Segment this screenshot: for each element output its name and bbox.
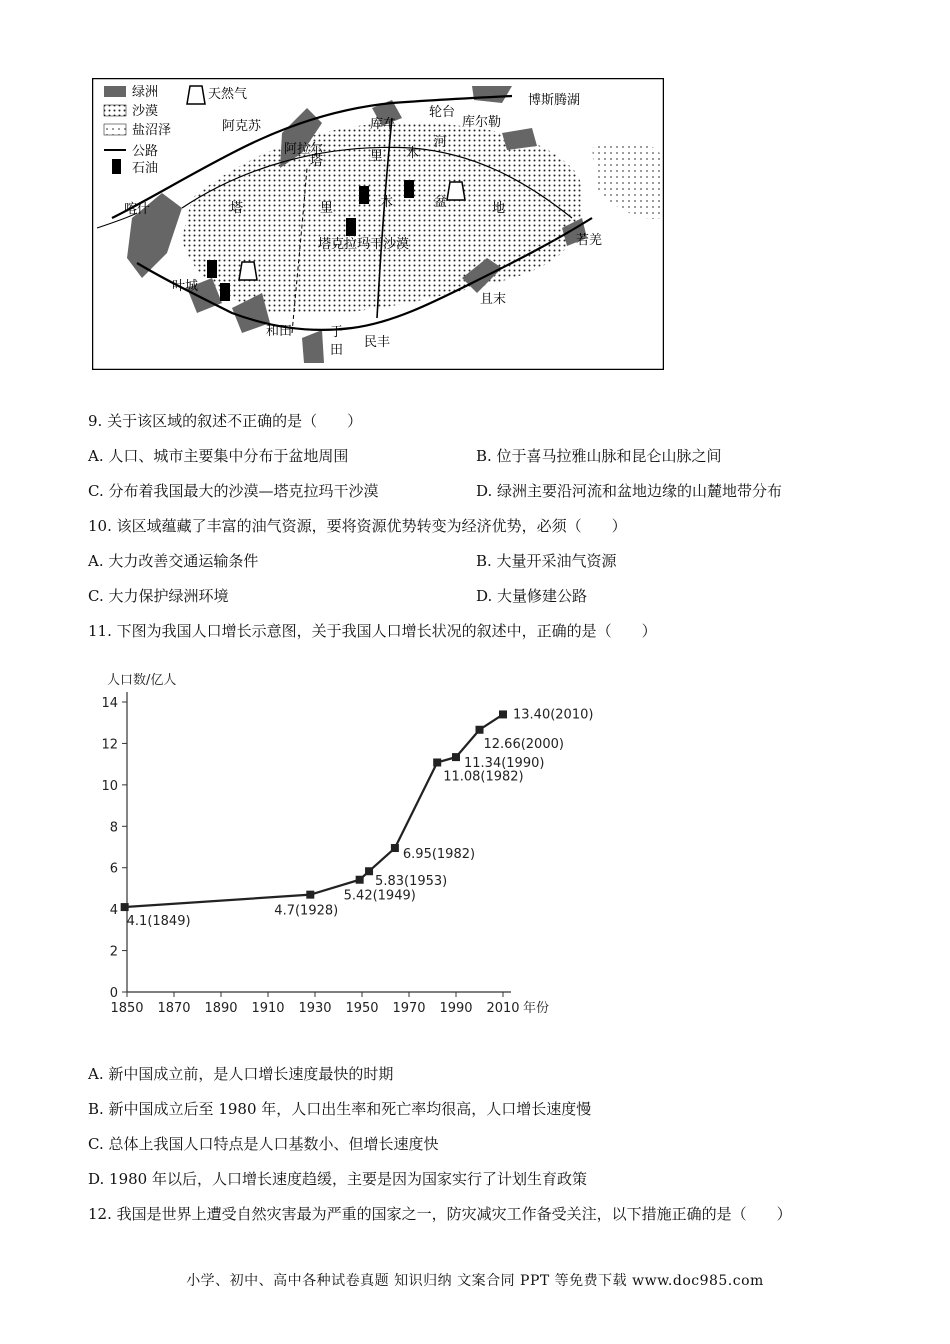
label-kuerle: 库尔勒	[462, 115, 502, 130]
label-minfeng: 民丰	[364, 335, 391, 350]
gas-symbol	[447, 182, 465, 200]
data-point	[476, 726, 484, 734]
label-basin-4: 盆	[434, 195, 448, 210]
data-label: 5.42(1949)	[343, 888, 416, 904]
data-point	[121, 903, 129, 911]
question-10-option-c[interactable]: C. 大力保护绿洲环境	[88, 587, 229, 605]
population-growth-chart	[85, 660, 625, 1030]
oil-symbol	[404, 180, 414, 198]
x-tick-label: 1870	[157, 1001, 191, 1016]
data-label: 11.34(1990)	[464, 756, 545, 772]
label-tarim-river-4: 河	[434, 135, 448, 150]
data-label: 5.83(1953)	[375, 874, 448, 890]
question-10-option-d[interactable]: D. 大量修建公路	[476, 587, 588, 605]
data-label: 12.66(2000)	[483, 736, 564, 752]
y-tick-label: 4	[109, 903, 118, 919]
label-tarim-river-2: 里	[370, 149, 384, 164]
question-10-option-a[interactable]: A. 大力改善交通运输条件	[88, 552, 259, 570]
label-alaer: 阿拉尔	[284, 142, 324, 157]
y-tick-label: 0	[109, 986, 118, 1001]
legend-gas: 天然气	[208, 87, 248, 102]
x-tick-label: 1950	[345, 1001, 379, 1016]
data-point	[306, 891, 314, 899]
gas-symbol	[239, 262, 257, 280]
data-point	[499, 710, 507, 718]
x-tick-label: 1930	[298, 1001, 332, 1016]
data-label: 4.7(1928)	[274, 903, 339, 919]
y-tick-label: 10	[101, 778, 118, 794]
label-tarim-river-3: 木	[406, 146, 420, 161]
label-taklamakan: 塔克拉玛干沙漠	[318, 237, 410, 252]
legend-desert: 沙漠	[132, 104, 159, 119]
label-yutian-2: 田	[330, 343, 344, 358]
question-9-option-b[interactable]: B. 位于喜马拉雅山脉和昆仑山脉之间	[476, 447, 722, 465]
label-tarim-river-1: 塔	[310, 154, 324, 169]
y-axis-title: 人口数/亿人	[107, 673, 177, 688]
oil-symbol	[220, 283, 230, 301]
x-tick-label: 1850	[110, 1001, 144, 1016]
label-ruoqiang: 若羌	[576, 233, 603, 248]
question-10-stem: 10. 该区域蕴藏了丰富的油气资源，要将资源优势转变为经济优势，必须（ ）	[88, 517, 627, 535]
y-tick-label: 8	[109, 820, 118, 836]
data-label: 4.1(1849)	[126, 914, 191, 930]
label-akesu: 阿克苏	[222, 119, 262, 134]
data-label: 6.95(1982)	[402, 847, 476, 863]
oil-symbol	[207, 260, 217, 278]
question-9-option-c[interactable]: C. 分布着我国最大的沙漠—塔克拉玛干沙漠	[88, 482, 379, 500]
label-yutian-1: 于	[330, 325, 344, 340]
question-9-option-a[interactable]: A. 人口、城市主要集中分布于盆地周围	[88, 447, 349, 465]
label-yecheng: 叶城	[172, 279, 199, 294]
data-point	[452, 753, 460, 761]
y-tick-label: 2	[109, 944, 118, 960]
x-tick-label: 1990	[439, 1001, 473, 1016]
label-basin-3: 木	[380, 195, 394, 210]
x-tick-label: 1890	[204, 1001, 238, 1016]
page-footer[interactable]: 小学、初中、高中各种试卷真题 知识归纳 文案合同 PPT 等免费下载 www.doc985.com	[186, 1273, 764, 1289]
x-tick-label: 1910	[251, 1001, 285, 1016]
legend-oasis: 绿洲	[132, 85, 159, 100]
data-point	[433, 758, 441, 766]
label-luntai: 轮台	[429, 105, 456, 120]
y-tick-label: 14	[101, 696, 118, 711]
tarim-basin-map	[92, 78, 664, 370]
oil-symbol	[359, 186, 369, 204]
label-qiemo: 且末	[480, 292, 507, 307]
x-tick-label: 2010	[486, 1001, 520, 1016]
label-basin-2: 里	[320, 201, 334, 216]
y-tick-label: 6	[109, 861, 118, 877]
x-axis-title: 年份	[523, 1001, 550, 1016]
oil-symbol	[346, 218, 356, 236]
data-point	[391, 844, 399, 852]
label-bosteng: 博斯腾湖	[528, 93, 581, 108]
question-9-stem: 9. 关于该区域的叙述不正确的是（ ）	[88, 412, 363, 430]
label-kuche: 库车	[370, 117, 397, 132]
x-tick-label: 1970	[392, 1001, 426, 1016]
data-point	[356, 876, 364, 884]
question-11-option-a[interactable]: A. 新中国成立前，是人口增长速度最快的时期	[88, 1065, 394, 1083]
label-hetian: 和田	[266, 324, 293, 339]
legend-oil: 石油	[132, 161, 159, 176]
question-11-option-d[interactable]: D. 1980 年以后，人口增长速度趋缓，主要是因为国家实行了计划生育政策	[88, 1170, 587, 1188]
question-11-option-b[interactable]: B. 新中国成立后至 1980 年，人口出生率和死亡率均很高，人口增长速度慢	[88, 1100, 592, 1118]
data-point	[365, 867, 373, 875]
question-11-stem: 11. 下图为我国人口增长示意图，关于我国人口增长状况的叙述中，正确的是（ ）	[88, 622, 657, 640]
question-12-stem: 12. 我国是世界上遭受自然灾害最为严重的国家之一，防灾减灾工作备受关注，以下措施正确的是（ ）	[88, 1205, 792, 1223]
data-label: 11.08(1982)	[443, 769, 524, 785]
label-basin-5: 地	[492, 201, 506, 216]
legend-salt-marsh: 盐沼泽	[132, 123, 172, 138]
question-9-option-d[interactable]: D. 绿洲主要沿河流和盆地边缘的山麓地带分布	[476, 482, 783, 500]
question-10-option-b[interactable]: B. 大量开采油气资源	[476, 552, 617, 570]
question-11-option-c[interactable]: C. 总体上我国人口特点是人口基数小、但增长速度快	[88, 1135, 439, 1153]
data-label: 13.40(2010)	[513, 707, 594, 723]
label-basin-1: 塔	[230, 201, 244, 216]
legend-road: 公路	[132, 144, 159, 159]
y-tick-label: 12	[101, 737, 118, 753]
label-kashi: 喀什	[124, 202, 151, 217]
